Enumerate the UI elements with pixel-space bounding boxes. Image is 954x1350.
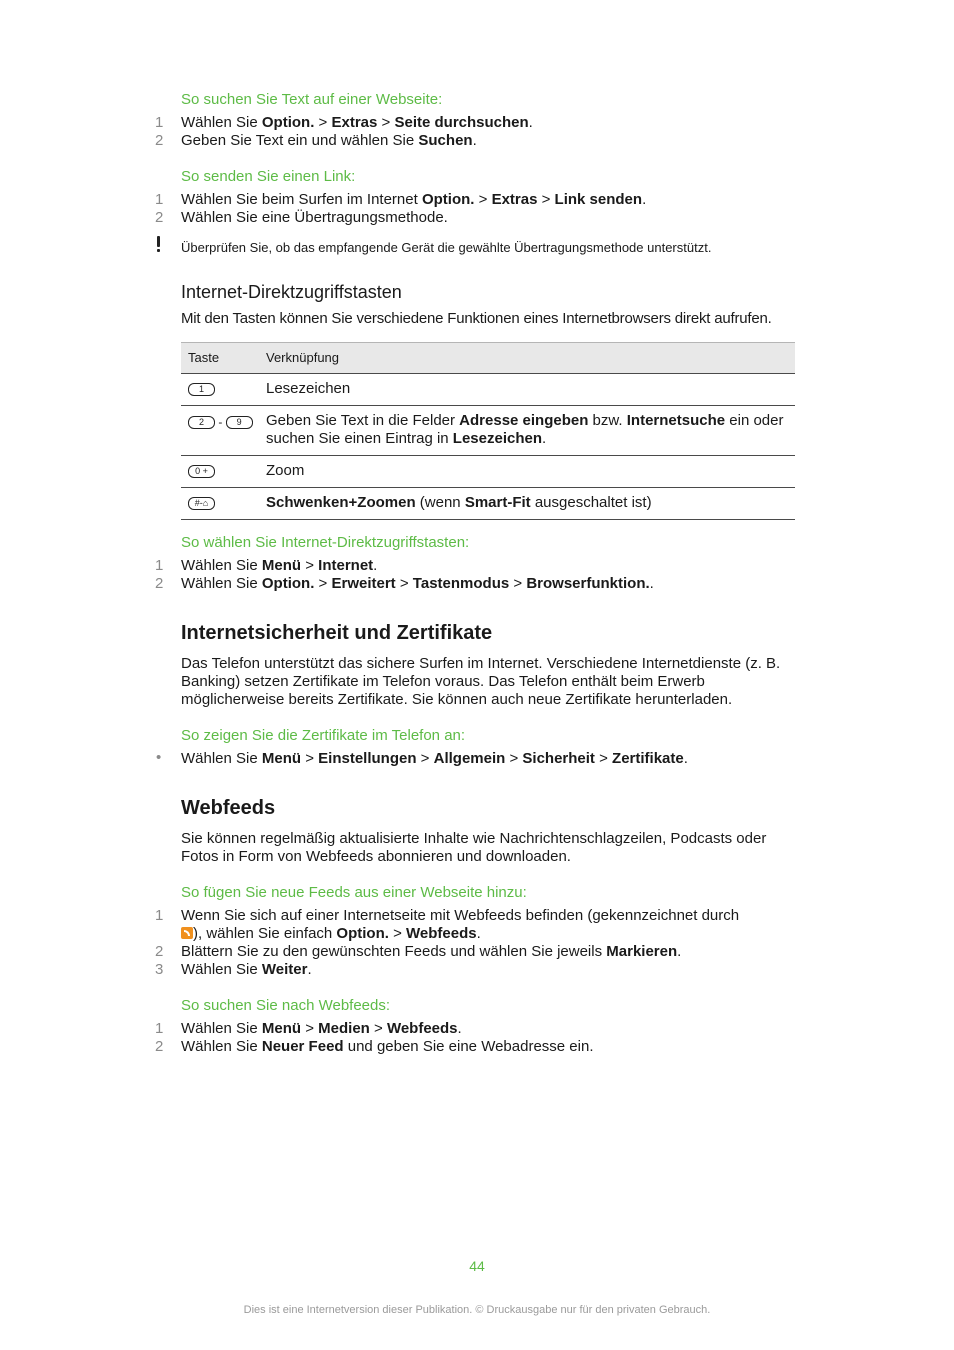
step-text: Wählen Sie Menü > Internet. (181, 557, 378, 574)
section-title-search-feeds: So suchen Sie nach Webfeeds: (181, 997, 391, 1014)
shortcut-text: Zoom (266, 462, 305, 479)
step-text: Geben Sie Text ein und wählen Sie Suchen. (181, 132, 477, 149)
note-text: Überprüfen Sie, ob das empfangende Gerät die gewählte Übertragungsmethode unterstützt. (181, 240, 712, 255)
step-number: 2 (155, 209, 164, 226)
key-range: 2 - 9 (188, 415, 253, 429)
column-header-shortcut: Verknüpfung (266, 350, 340, 365)
step-text: Blättern Sie zu den gewünschten Feeds und wählen Sie jeweils Markieren. (181, 943, 682, 960)
key-0-plus-icon: 0 + (188, 465, 215, 478)
table-row (181, 456, 795, 488)
step-number: 1 (155, 557, 164, 574)
rss-icon (181, 927, 193, 939)
step-number: 2 (155, 132, 164, 149)
step-text: Wählen Sie Menü > Medien > Webfeeds. (181, 1020, 462, 1037)
table-row (181, 406, 795, 456)
shortcut-text: Lesezeichen (266, 380, 351, 397)
section-title-add-feeds: So fügen Sie neue Feeds aus einer Webseite hinzu: (181, 884, 527, 901)
step-number: 1 (155, 191, 164, 208)
intro-text: Mit den Tasten können Sie verschiedene Funktionen eines Internetbrowsers direkt aufrufen. (181, 310, 772, 327)
shortcut-text: Schwenken+Zoomen (wenn Smart-Fit ausgeschaltet ist) (266, 494, 652, 511)
section-title-certificates: So zeigen Sie die Zertifikate im Telefon an: (181, 727, 466, 744)
key-1-icon: 1 (188, 383, 215, 396)
step-number: 1 (155, 1020, 164, 1037)
step-text: Wählen Sie Neuer Feed und geben Sie eine Webadresse ein. (181, 1038, 594, 1055)
shortcut-table (181, 342, 795, 520)
section-title-search-text: So suchen Sie Text auf einer Webseite: (181, 91, 443, 108)
step-number: 3 (155, 961, 164, 978)
step-text: Wählen Sie Weiter. (181, 961, 312, 978)
shortcut-text: Geben Sie Text in die Felder Adresse eingeben bzw. Internetsuche ein oder suchen Sie einen Eintrag in Lesezeichen. (266, 412, 784, 447)
heading-direct-keys: Internet-Direktzugriffstasten (181, 282, 402, 302)
section-title-select-keys: So wählen Sie Internet-Direktzugriffstasten: (181, 534, 470, 551)
page-number: 44 (469, 1258, 485, 1274)
bullet: • (156, 749, 162, 766)
step-text: Wählen Sie Menü > Einstellungen > Allgemein > Sicherheit > Zertifikate. (181, 750, 688, 767)
table-header (181, 342, 795, 374)
key-2-icon: 2 (188, 416, 215, 429)
heading-webfeeds: Webfeeds (181, 797, 276, 819)
key-9-icon: 9 (226, 416, 253, 429)
step-number: 2 (155, 943, 164, 960)
step-text: Wählen Sie Option. > Erweitert > Tastenmodus > Browserfunktion.. (181, 575, 654, 592)
step-text: Wählen Sie Option. > Extras > Seite durchsuchen. (181, 114, 533, 131)
step-number: 1 (155, 907, 164, 924)
column-header-key: Taste (188, 350, 220, 365)
step-text: Wählen Sie eine Übertragungsmethode. (181, 209, 448, 226)
step-number: 1 (155, 114, 164, 131)
step-number: 2 (155, 1038, 164, 1055)
step-text: Wählen Sie beim Surfen im Internet Option. > Extras > Link senden. (181, 191, 647, 208)
step-number: 2 (155, 575, 164, 592)
heading-security: Internetsicherheit und Zertifikate (181, 622, 493, 644)
step-text: Wenn Sie sich auf einer Internetseite mit Webfeeds befinden (gekennzeichnet durch ), wählen Sie einfach Option. > Webfeeds. (181, 907, 740, 942)
footer-notice: Dies ist eine Internetversion dieser Publikation. © Druckausgabe nur für den privaten Gebrauch. (243, 1304, 711, 1316)
table-row (181, 488, 795, 520)
security-paragraph: Das Telefon unterstützt das sichere Surfen im Internet. Verschiedene Internetdienste (z. B. Banking) setzen Zertifikate im Telefon voraus. Das Telefon enthält beim Erwerb möglicherweise bereits Zertifikate. Sie können auch neue Zertifikate herunterladen. (181, 655, 781, 708)
key-hash-icon: #-⌂ (188, 497, 215, 510)
webfeeds-paragraph: Sie können regelmäßig aktualisierte Inhalte wie Nachrichtenschlagzeilen, Podcasts oder Fotos in Form von Webfeeds abonnieren und downloaden. (181, 830, 767, 865)
section-title-send-link: So senden Sie einen Link: (181, 168, 356, 185)
warning-icon (157, 236, 161, 252)
table-row (181, 374, 795, 406)
